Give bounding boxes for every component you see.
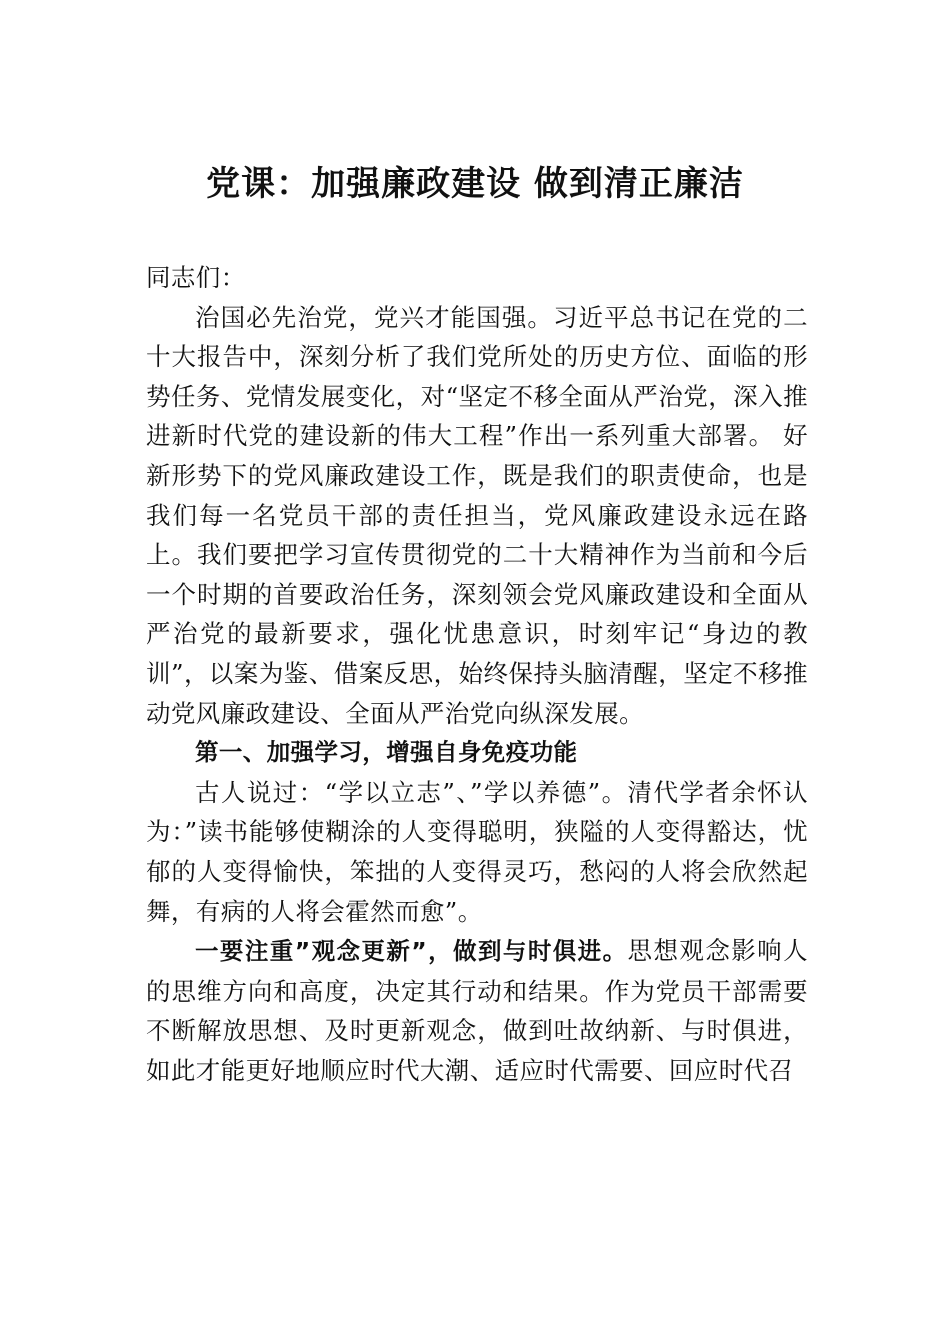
point-1-text: 思想观念影响人的思维方向和高度，决定其行动和结果。作为党员干部需要不断解放思想、及时更新观念，做到吐故纳新、与时俱进， 如此才能更好地顺应时代大潮、适应时代需要、回应时代召 bbox=[146, 936, 808, 1085]
paragraph-intro: 治国必先治党，党兴才能国强。习近平总书记在党的二十大报告中，深刻分析了我们党所处的历史方位、面临的形势任务、党情发展变化，对“坚定不移全面从严治党，深入推进新时代党的建设新的伟大工程”作出一系列重大部署。 好新形势下的党风廉政建设工作，既是我们的职责使命，也是我们每一名党员干部的责任担当，党风廉政建设永远在路上。我们要把学习宣传贯彻党的二十大精神作为当前和今后一个时期的首要政治任务，深刻领会党风廉政建设和全面从严治党的最新要求，强化忧患意识，时刻牢记“身边的教训”，以案为鉴、借案反思，始终保持头脑清醒，坚定不移推动党风廉政建设、全面从严治党向纵深发展。 bbox=[146, 302, 808, 728]
salutation: 同志们： bbox=[146, 263, 246, 292]
document-body bbox=[146, 258, 808, 1090]
section-heading-1: 第一、加强学习，增强自身免疫功能 bbox=[195, 738, 578, 767]
document-title: 党课：加强廉政建设 做到清正廉洁 bbox=[206, 164, 744, 204]
paragraph-point-1 bbox=[146, 931, 808, 1090]
point-1-lead: 一要注重”观念更新”，做到与时俱进。 bbox=[195, 937, 628, 966]
paragraph-quote: 古人说过：“学以立志”、”学以养德”。清代学者余怀认为：”读书能够使糊涂的人变得聪明，狭隘的人变得豁达，忧郁的人变得愉快，笨拙的人变得灵巧，愁闷的人将会欣然起舞，有病的人将会霍然而愈”。 bbox=[146, 777, 808, 926]
